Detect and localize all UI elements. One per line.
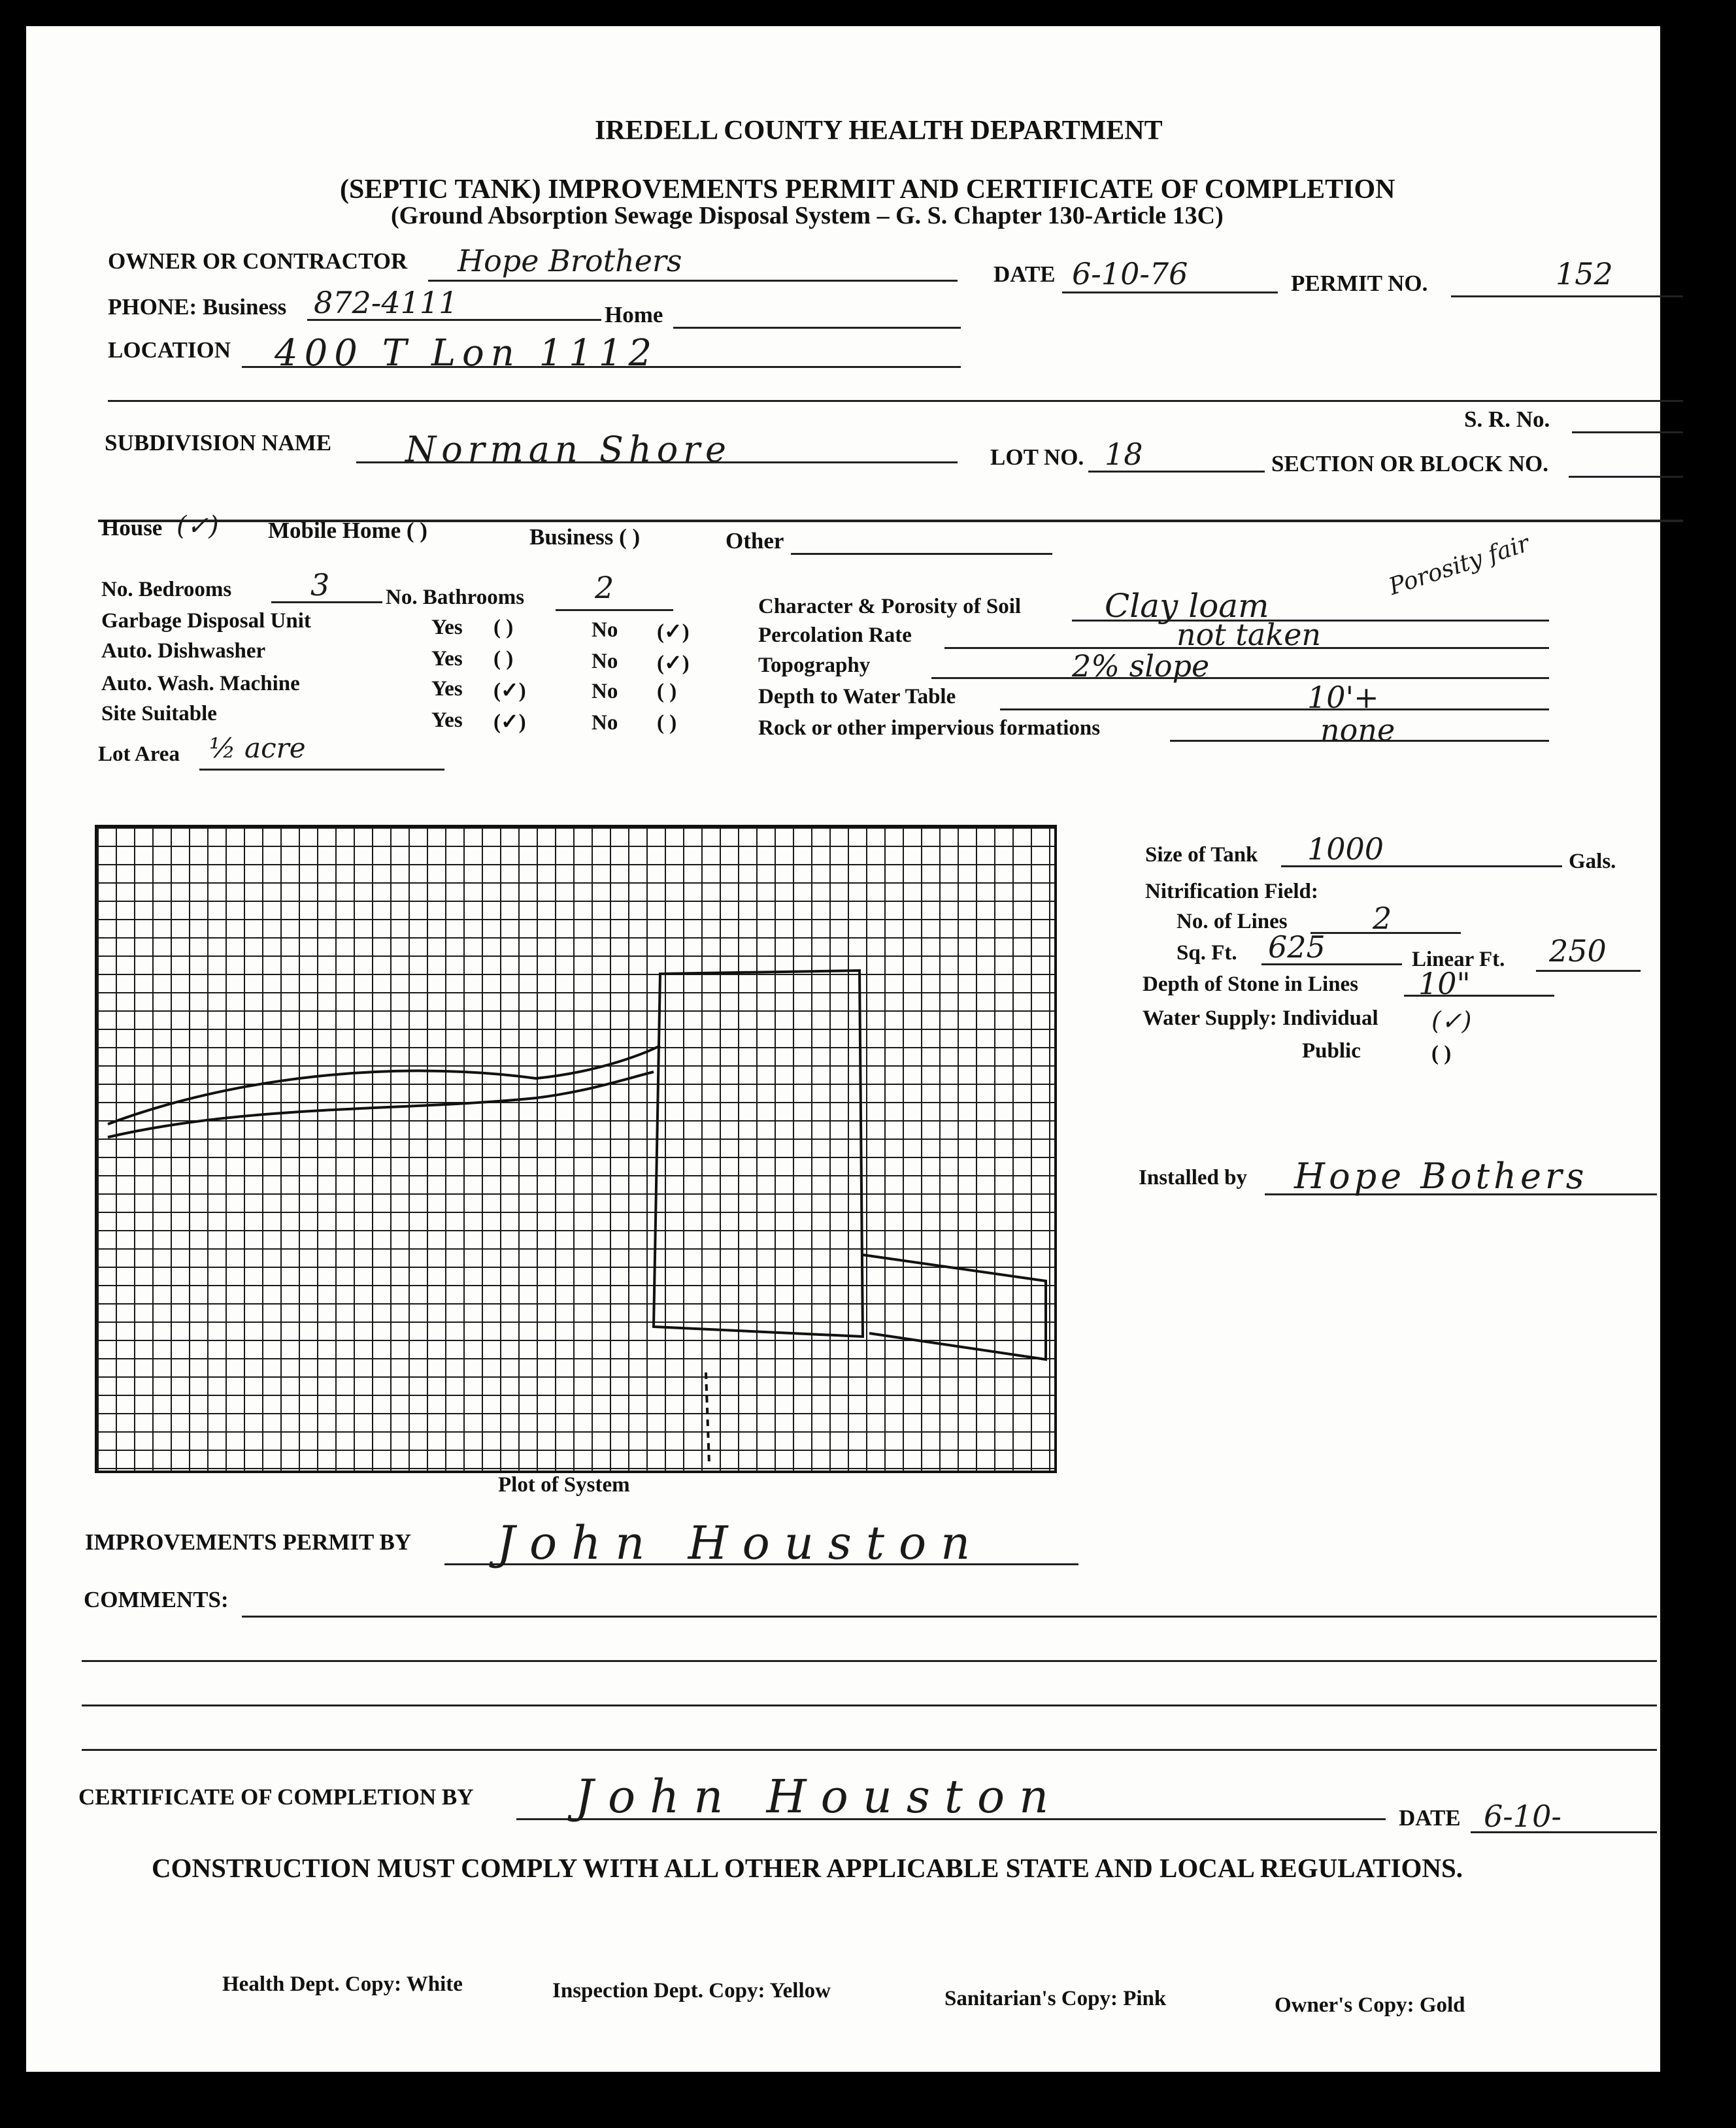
certificate-signature: John Houston: [575, 1770, 1063, 1823]
permit-no-label: PERMIT NO.: [1291, 271, 1428, 296]
date-field[interactable]: [1062, 291, 1278, 293]
site-yes-box[interactable]: (✓): [493, 710, 526, 734]
form-subtitle: (Ground Absorption Sewage Disposal System – G. S. Chapter 130-Article 13C): [391, 202, 1224, 229]
sr-no-field[interactable]: [1572, 431, 1683, 433]
garbage-yes-box[interactable]: ( ): [493, 616, 514, 639]
owner-label: OWNER OR CONTRACTOR: [108, 248, 408, 274]
no-lines-label: No. of Lines: [1177, 910, 1288, 933]
plot-grid[interactable]: [95, 825, 1057, 1473]
depth-stone-value: 10": [1418, 966, 1471, 1001]
site-yes-label: Yes: [431, 708, 463, 732]
phone-business-label: PHONE: Business: [108, 294, 287, 320]
linear-ft-field[interactable]: [1536, 970, 1641, 972]
topography-label: Topography: [758, 654, 871, 677]
compliance-notice: CONSTRUCTION MUST COMPLY WITH ALL OTHER APPLICABLE STATE AND LOCAL REGULATIONS.: [152, 1853, 1463, 1883]
topography-value: 2% slope: [1072, 648, 1210, 684]
location-label: LOCATION: [108, 337, 231, 363]
wash-no-box[interactable]: ( ): [657, 680, 677, 703]
house-mark: (✓): [176, 511, 219, 541]
improvements-permit-label: IMPROVEMENTS PERMIT BY: [85, 1529, 412, 1555]
dishwasher-yes-label: Yes: [431, 647, 463, 671]
gals-label: Gals.: [1569, 850, 1616, 873]
dishwasher-label: Auto. Dishwasher: [101, 639, 266, 663]
soil-note: Porosity fair: [1386, 530, 1533, 601]
depth-stone-label: Depth of Stone in Lines: [1143, 973, 1359, 996]
water-table-label: Depth to Water Table: [758, 685, 956, 708]
lot-area-field[interactable]: [199, 769, 444, 771]
owner-field[interactable]: [428, 280, 958, 282]
home-label: Home: [605, 302, 663, 327]
copy-health-dept: Health Dept. Copy: White: [222, 1972, 463, 1996]
plot-caption: Plot of System: [498, 1473, 630, 1497]
house-label: House: [101, 515, 163, 540]
business-option[interactable]: Business ( ): [529, 524, 641, 550]
home-phone-field[interactable]: [673, 327, 961, 329]
permit-no-field[interactable]: [1451, 295, 1683, 297]
location-value: 400 T Lon 1112: [275, 332, 659, 374]
bedrooms-label: No. Bedrooms: [101, 578, 232, 601]
garbage-yes-label: Yes: [431, 616, 463, 639]
comments-label: COMMENTS:: [84, 1587, 229, 1612]
date-value: 6-10-76: [1072, 256, 1188, 291]
permit-signature: John Houston: [497, 1516, 985, 1570]
copy-owner: Owner's Copy: Gold: [1275, 1993, 1465, 2017]
lot-no-label: LOT NO.: [990, 444, 1084, 470]
water-table-value: 10'+: [1307, 680, 1379, 715]
dishwasher-no-box[interactable]: (✓): [657, 652, 690, 675]
perc-rate-label: Percolation Rate: [758, 623, 912, 647]
garbage-label: Garbage Disposal Unit: [101, 609, 311, 633]
site-suitable-label: Site Suitable: [101, 702, 217, 725]
location-line-2[interactable]: [108, 400, 1683, 402]
bathrooms-field[interactable]: [556, 609, 673, 611]
comments-line-1[interactable]: [242, 1616, 1657, 1618]
bathrooms-label: No. Bathrooms: [386, 586, 525, 609]
nitrification-label: Nitrification Field:: [1145, 880, 1318, 903]
owner-value: Hope Brothers: [458, 243, 682, 278]
water-public-box[interactable]: ( ): [1431, 1042, 1452, 1065]
topography-field[interactable]: [931, 677, 1549, 679]
form-title: (SEPTIC TANK) IMPROVEMENTS PERMIT AND CERTIFICATE OF COMPLETION: [340, 175, 1395, 205]
installed-by-value: Hope Bothers: [1294, 1155, 1588, 1197]
tank-size-value: 1000: [1307, 831, 1384, 867]
wash-no-label: No: [592, 680, 618, 703]
subdivision-label: SUBDIVISION NAME: [105, 430, 332, 456]
other-label: Other: [726, 528, 784, 554]
certificate-label: CERTIFICATE OF COMPLETION BY: [78, 1784, 474, 1810]
water-individual-mark[interactable]: (✓): [1431, 1006, 1472, 1035]
dishwasher-no-label: No: [592, 650, 618, 673]
subdivision-value: Norman Shore: [405, 429, 731, 470]
comments-line-3[interactable]: [82, 1704, 1657, 1706]
dishwasher-yes-box[interactable]: ( ): [493, 647, 514, 671]
soil-character-value: Clay loam: [1105, 587, 1269, 625]
permit-no-value: 152: [1556, 256, 1613, 291]
installed-by-label: Installed by: [1139, 1166, 1247, 1189]
comments-line-2[interactable]: [82, 1660, 1657, 1662]
water-supply-label: Water Supply: Individual: [1143, 1006, 1378, 1030]
copy-inspection-dept: Inspection Dept. Copy: Yellow: [552, 1979, 831, 2003]
wash-machine-label: Auto. Wash. Machine: [101, 672, 300, 695]
bedrooms-value: 3: [310, 567, 330, 603]
linear-ft-value: 250: [1549, 933, 1607, 969]
sr-no-label: S. R. No.: [1464, 407, 1550, 432]
sq-ft-value: 625: [1268, 929, 1326, 965]
copy-sanitarian: Sanitarian's Copy: Pink: [944, 1987, 1167, 2010]
lot-area-value: ½ acre: [209, 732, 306, 764]
linear-ft-label: Linear Ft.: [1412, 948, 1505, 971]
lot-area-label: Lot Area: [98, 742, 180, 766]
other-field[interactable]: [791, 553, 1052, 555]
sq-ft-label: Sq. Ft.: [1177, 941, 1237, 965]
wash-yes-box[interactable]: (✓): [493, 679, 526, 703]
water-public-label: Public: [1302, 1039, 1361, 1063]
comments-line-4[interactable]: [82, 1749, 1657, 1751]
no-lines-value: 2: [1373, 901, 1392, 936]
mobile-home-option[interactable]: Mobile Home ( ): [268, 518, 427, 543]
wash-yes-label: Yes: [431, 677, 463, 701]
date-label: DATE: [993, 261, 1056, 287]
rock-label: Rock or other impervious formations: [758, 716, 1101, 740]
section-block-field[interactable]: [1569, 476, 1683, 478]
rock-value: none: [1320, 712, 1395, 748]
soil-character-label: Character & Porosity of Soil: [758, 595, 1022, 618]
garbage-no-box[interactable]: (✓): [657, 620, 690, 644]
date2-label: DATE: [1399, 1805, 1461, 1831]
bathrooms-value: 2: [595, 570, 614, 605]
agency-heading: IREDELL COUNTY HEALTH DEPARTMENT: [595, 116, 1163, 146]
section-block-label: SECTION OR BLOCK NO.: [1271, 451, 1548, 476]
garbage-no-label: No: [592, 618, 618, 642]
site-no-label: No: [592, 711, 618, 735]
water-table-field[interactable]: [1000, 708, 1549, 710]
site-no-box[interactable]: ( ): [657, 711, 677, 735]
date2-value: 6-10-: [1484, 1799, 1561, 1834]
lot-no-value: 18: [1105, 437, 1143, 472]
tank-size-label: Size of Tank: [1145, 843, 1258, 867]
phone-business-value: 872-4111: [314, 285, 458, 320]
perc-rate-value: not taken: [1177, 617, 1322, 652]
